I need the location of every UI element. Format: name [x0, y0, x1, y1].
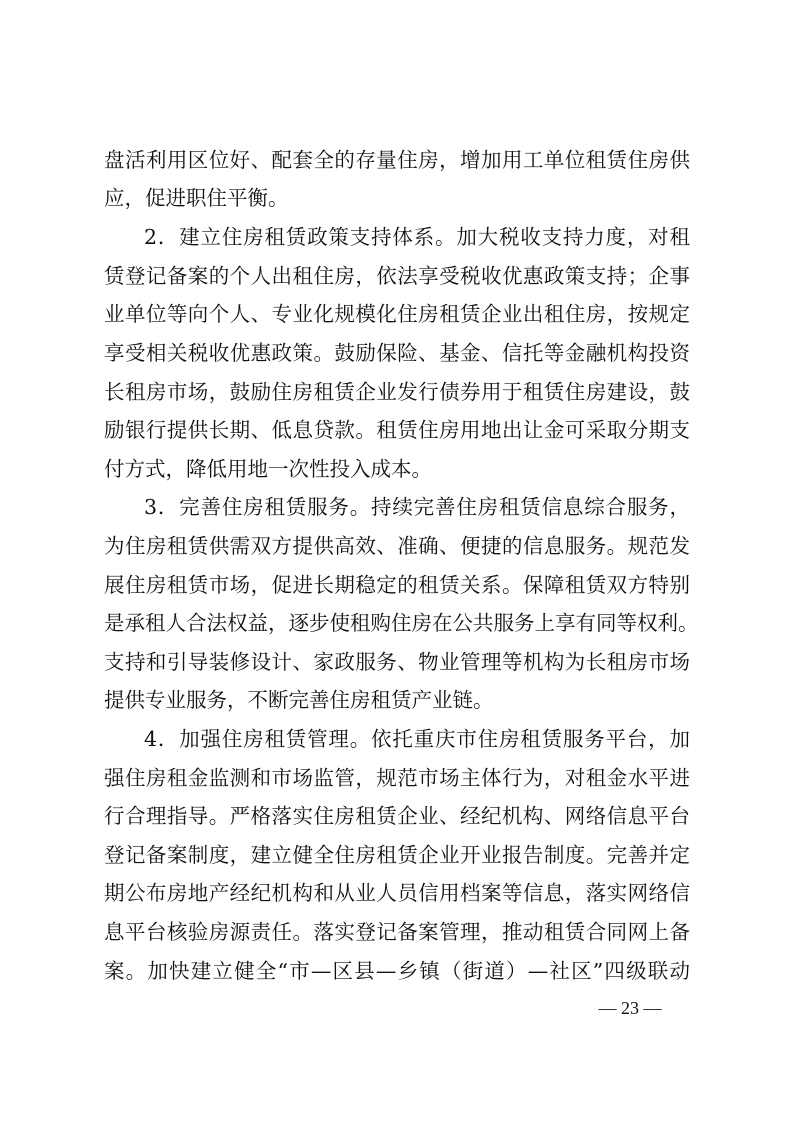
text-line: 息平台核验房源责任。落实登记备案管理，推动租赁合同网上备	[104, 920, 690, 944]
text-line: 长租房市场，鼓励住房租赁企业发行债券用于租赁住房建设，鼓	[104, 380, 690, 404]
text-line: 盘活利用区位好、配套全的存量住房，增加用工单位租赁住房供	[104, 148, 690, 172]
text-line: 登记备案制度，建立健全住房租赁企业开业报告制度。完善并定	[104, 843, 690, 867]
text-line: 行合理指导。严格落实住房租赁企业、经纪机构、网络信息平台	[104, 804, 690, 828]
text-line: 4．加强住房租赁管理。依托重庆市住房租赁服务平台，加	[144, 727, 690, 751]
text-line: 支持和引导装修设计、家政服务、物业管理等机构为长租房市场	[104, 650, 690, 674]
text-line: 是承租人合法权益，逐步使租购住房在公共服务上享有同等权利。	[104, 611, 699, 635]
text-line: 3．完善住房租赁服务。持续完善住房租赁信息综合服务，	[144, 495, 690, 519]
text-line: 展住房租赁市场，促进长期稳定的租赁关系。保障租赁双方特别	[104, 573, 690, 597]
text-line: 案。加快建立健全“市—区县—乡镇（街道）—社区”四级联动	[104, 959, 690, 983]
text-line: 享受相关税收优惠政策。鼓励保险、基金、信托等金融机构投资	[104, 341, 690, 365]
text-line: 业单位等向个人、专业化规模化住房租赁企业出租住房，按规定	[104, 302, 690, 326]
text-line: 强住房租金监测和市场监管，规范市场主体行为，对租金水平进	[104, 766, 690, 790]
text-line: 付方式，降低用地一次性投入成本。	[104, 457, 432, 481]
text-line: 提供专业服务，不断完善住房租赁产业链。	[104, 688, 494, 712]
text-line: 赁登记备案的个人出租住房，依法享受税收优惠政策支持；企事	[104, 264, 690, 288]
text-line: 应，促进职住平衡。	[104, 186, 289, 210]
text-line: 励银行提供长期、低息贷款。租赁住房用地出让金可采取分期支	[104, 418, 690, 442]
text-line: 期公布房地产经纪机构和从业人员信用档案等信息，落实网络信	[104, 881, 690, 905]
text-line: 为住房租赁供需双方提供高效、准确、便捷的信息服务。规范发	[104, 534, 690, 558]
page-number: — 23 —	[598, 998, 662, 1018]
text-line: 2．建立住房租赁政策支持体系。加大税收支持力度，对租	[144, 225, 690, 249]
